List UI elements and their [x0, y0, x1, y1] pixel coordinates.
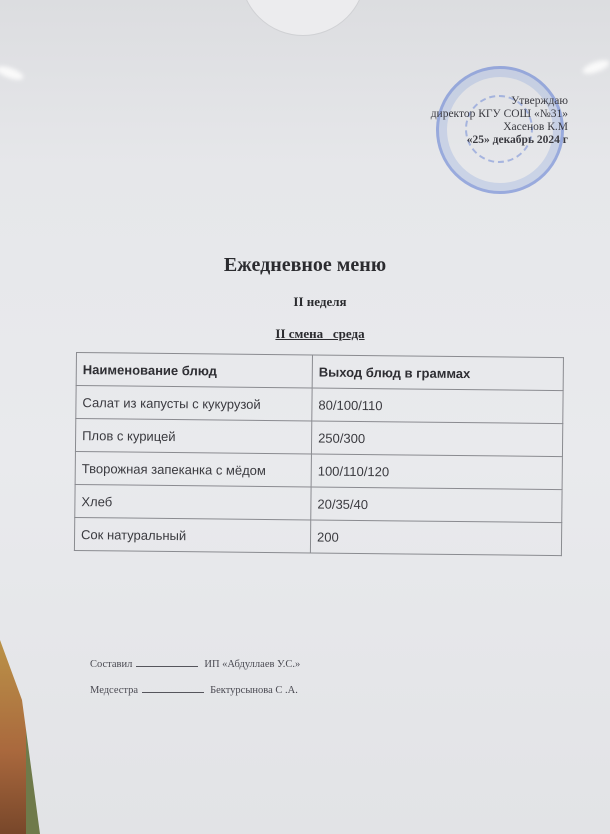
nurse-name: Бектурсынова С .А. [210, 685, 298, 696]
table-row [75, 419, 562, 457]
table-row [75, 451, 562, 489]
dish-name: Творожная запеканка с мёдом [75, 451, 311, 486]
dish-name: Плов с курицей [75, 419, 311, 454]
composed-name: ИП «Абдуллаев У.С.» [204, 659, 301, 670]
week-label: II неделя [293, 294, 347, 309]
table-row [76, 386, 563, 424]
dish-portion: 100/110/120 [311, 454, 562, 490]
header-dish-name: Наименование блюд [76, 353, 312, 388]
dish-name: Сок натуральный [74, 517, 310, 552]
signature-line [136, 656, 198, 667]
approval-line-3: Хасенов К.М [503, 121, 568, 133]
signature-nurse [90, 682, 298, 696]
approval-line-1: Утверждаю [511, 95, 568, 107]
menu-table [74, 352, 564, 556]
approval-date: «25» декабрь 2024 г [466, 134, 568, 146]
dish-portion: 250/300 [311, 421, 562, 457]
document-title: Ежедневное меню [223, 254, 387, 276]
table-row [74, 517, 561, 555]
table-row [75, 484, 562, 522]
shift-day-label: II смена среда [275, 326, 365, 341]
dish-portion: 20/35/40 [311, 487, 562, 523]
signature-line [142, 682, 204, 693]
table-header-row [76, 353, 563, 391]
signature-composed [90, 656, 300, 670]
nurse-label: Медсестра [90, 685, 139, 696]
composed-label: Составил [90, 659, 133, 670]
dish-name: Салат из капусты с кукурузой [76, 386, 312, 421]
dish-name: Хлеб [75, 484, 311, 519]
dish-portion: 80/100/110 [312, 388, 563, 424]
header-portion: Выход блюд в граммах [312, 355, 563, 391]
dish-portion: 200 [310, 520, 561, 556]
approval-line-2: директор КГУ СОШ «№31» [430, 108, 568, 120]
